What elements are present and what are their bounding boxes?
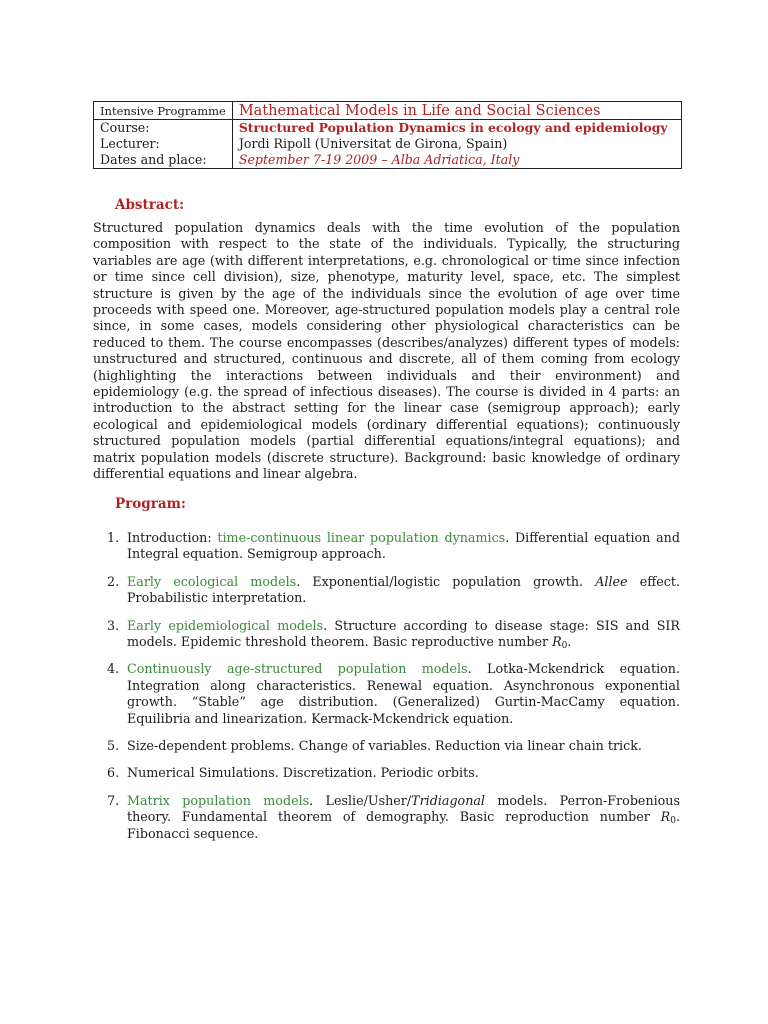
course-title: Structured Population Dynamics in ecology and epidemiology (238, 120, 668, 135)
table-row (94, 102, 682, 120)
program-link[interactable]: Early epidemiological models (127, 617, 324, 633)
list-item: 4. Continuously age-structured population models. Lotka-Mckendrick equation. Integration along characteristics. Renewal equation. Asynchronous exponential growth. “Stable” age distribution. (Generalized) Gurtin-MacCamy equation. Equilibria and linearization. Kermack-Mckendrick equation. (107, 661, 680, 726)
program-link[interactable]: Continuously age-structured population models (127, 661, 468, 677)
list-item: 7. Matrix population models. Leslie/Usher/Tridiagonal models. Perron-Frobenious theory. Fundamental theorem of demography. Basic reproduction number $R_0$. Fibonacci sequence. (107, 792, 680, 841)
table-row (94, 152, 682, 169)
programme-label: Intensive Programme (94, 102, 233, 120)
list-item: 2. Early ecological models. Exponential/logistic population growth. Allee effect. Probabilistic interpretation. (107, 573, 680, 606)
list-item: 1. Introduction: time-continuous linear population dynamics. Differential equation and Integral equation. Semigroup approach. (107, 530, 680, 562)
course-info-table (93, 101, 682, 169)
list-item: 5. Size-dependent problems. Change of variables. Reduction via linear chain trick. (107, 738, 642, 754)
list-item: 3. Early epidemiological models. Structure according to disease stage: SIS and SIR models. Epidemic threshold theorem. Basic reproductive number $R_0$. (107, 617, 680, 652)
abstract-text: Structured population dynamics deals with the time evolution of the population composition with respect to the state of the individuals. Typically, the structuring variables are age (with different interpretations, e.g. chronological or time since infection or time since cell division), size, phenotype, maturity level, space, etc. The simplest structure is given by the age of the individuals since the evolution of age over time proceeds with speed one. Moreover, age-structured population models play a central role since, in some cases, models considering other physiological characteristics can be reduced to them. The course encompasses (describes/analyzes) different types of models: unstructured and structured, continuous and discrete, all of them coming from ecology (highlighting the interactions between individuals and their environment) and epidemiology (e.g. the spread of infectious diseases). The course is divided in 4 parts: an introduction to the abstract setting for the linear case (semigroup approach); early ecological and epidemiological models (ordinary differential equations); continuously structured population models (partial differential equations/integral equations); and matrix population models (discrete structure). Background: basic knowledge of ordinary differential equations and linear algebra. (93, 220, 680, 482)
program-link[interactable]: Early ecological models (127, 573, 297, 589)
dates-label: Dates and place: (94, 152, 233, 169)
program-link[interactable]: time-continuous linear population dynamics (217, 530, 506, 545)
course-label: Course: (94, 120, 233, 137)
table-row (94, 136, 682, 152)
dates-value: September 7-19 2009 – Alba Adriatica, Italy (232, 152, 681, 169)
program-link[interactable]: Matrix population models (127, 792, 310, 808)
lecturer-value: Jordi Ripoll (Universitat de Girona, Spain) (238, 136, 508, 151)
lecturer-label: Lecturer: (94, 136, 233, 152)
table-row (94, 120, 682, 137)
list-item: 6. Numerical Simulations. Discretization. Periodic orbits. (107, 765, 479, 781)
program-list (107, 530, 680, 853)
program-heading: Program: (115, 496, 186, 512)
abstract-heading: Abstract: (115, 197, 185, 213)
programme-title: Mathematical Models in Life and Social Sciences (232, 102, 681, 120)
